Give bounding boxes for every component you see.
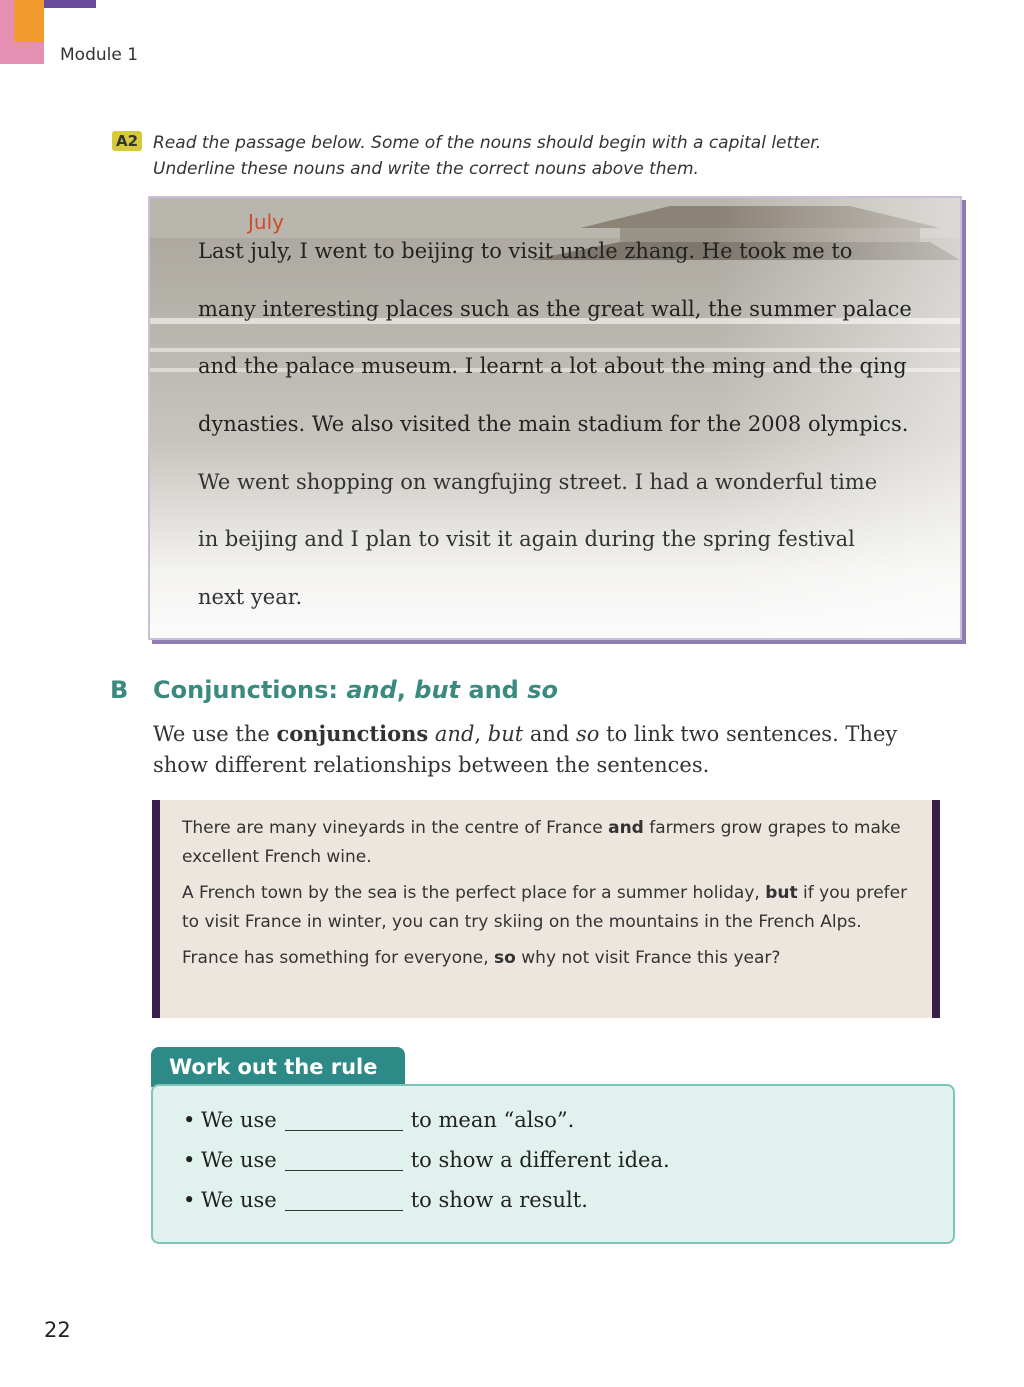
intro-text: ,	[474, 722, 488, 746]
example-text: There are many vineyards in the centre of France	[182, 818, 609, 838]
conjunction: but	[765, 883, 798, 903]
example-text: France has something for everyone,	[182, 948, 495, 968]
instruction-line: Read the passage below. Some of the nouns should begin with a capital letter.	[153, 133, 822, 153]
example-text: if you prefer to visit France in winter, you can try skiing on the mountains in the French Alps.	[182, 883, 908, 932]
example-sentence	[182, 879, 910, 937]
passage-text	[198, 232, 958, 636]
intro-word-but: but	[487, 722, 524, 746]
rule-lead: We use	[201, 1148, 277, 1172]
example-text: A French town by the sea is the perfect place for a summer holiday,	[182, 883, 766, 903]
rule-tail: to show a different idea.	[410, 1148, 670, 1172]
rule-lead: We use	[201, 1188, 277, 1212]
intro-text: and	[523, 722, 577, 746]
title-text: Conjunctions:	[153, 676, 347, 704]
passage-line: next year.	[198, 585, 303, 610]
work-out-rule-box	[151, 1084, 955, 1244]
example-text: farmers grow grapes to make excellent French wine.	[182, 818, 901, 867]
answer-blank[interactable]	[285, 1210, 403, 1211]
example-sentences-box	[152, 800, 940, 1018]
handwritten-correction: July	[248, 210, 284, 234]
passage-line: Last july, I went to beijing to visit uncle zhang. He took me to	[198, 239, 853, 263]
passage-line: and the palace museum. I learnt a lot about the ming and the qing	[198, 354, 907, 379]
passage-line: many interesting places such as the great wall, the summer palace	[198, 296, 912, 321]
exercise-badge-a2: A2	[112, 131, 142, 151]
example-sentence	[182, 944, 910, 973]
passage-line: dynasties. We also visited the main stadium for the 2008 olympics.	[198, 412, 909, 437]
section-title	[153, 676, 558, 704]
title-word-so: so	[527, 676, 558, 704]
module-label: Module 1	[60, 45, 139, 65]
title-word-and: and	[346, 676, 397, 704]
title-word-but: but	[414, 676, 461, 704]
rule-item	[183, 1188, 588, 1212]
page-number: 22	[44, 1318, 71, 1342]
exercise-instructions	[153, 130, 953, 182]
intro-word-so: so	[576, 722, 600, 746]
bullet-icon: •	[183, 1148, 196, 1172]
example-text: why not visit France this year?	[515, 948, 781, 968]
passage-box	[148, 196, 962, 640]
answer-blank[interactable]	[285, 1170, 403, 1171]
example-sentence	[182, 814, 910, 872]
passage-line: in beijing and I plan to visit it again during the spring festival	[198, 527, 855, 552]
conjunction: so	[494, 948, 516, 968]
section-letter: B	[110, 676, 129, 704]
intro-text	[428, 722, 435, 746]
answer-blank[interactable]	[285, 1130, 403, 1131]
instruction-line: Underline these nouns and write the correct nouns above them.	[153, 159, 699, 179]
intro-text: to link two sentences. They show different relationships between the sentences.	[153, 722, 898, 777]
bullet-icon: •	[183, 1108, 196, 1132]
rule-lead: We use	[201, 1108, 277, 1132]
rule-item	[183, 1108, 574, 1132]
intro-text: We use the	[153, 722, 277, 746]
passage-line: We went shopping on wangfujing street. I had a wonderful time	[198, 469, 878, 494]
bullet-icon: •	[183, 1188, 196, 1212]
section-intro	[153, 718, 943, 781]
rule-tail: to mean “also”.	[410, 1108, 575, 1132]
rule-tail: to show a result.	[410, 1188, 588, 1212]
intro-word-and: and	[434, 722, 475, 746]
title-text: ,	[396, 676, 415, 704]
title-text: and	[460, 676, 528, 704]
conjunction: and	[608, 818, 644, 838]
intro-bold-term: conjunctions	[276, 721, 429, 746]
rule-item	[183, 1148, 670, 1172]
work-out-rule-tab: Work out the rule	[151, 1047, 405, 1087]
